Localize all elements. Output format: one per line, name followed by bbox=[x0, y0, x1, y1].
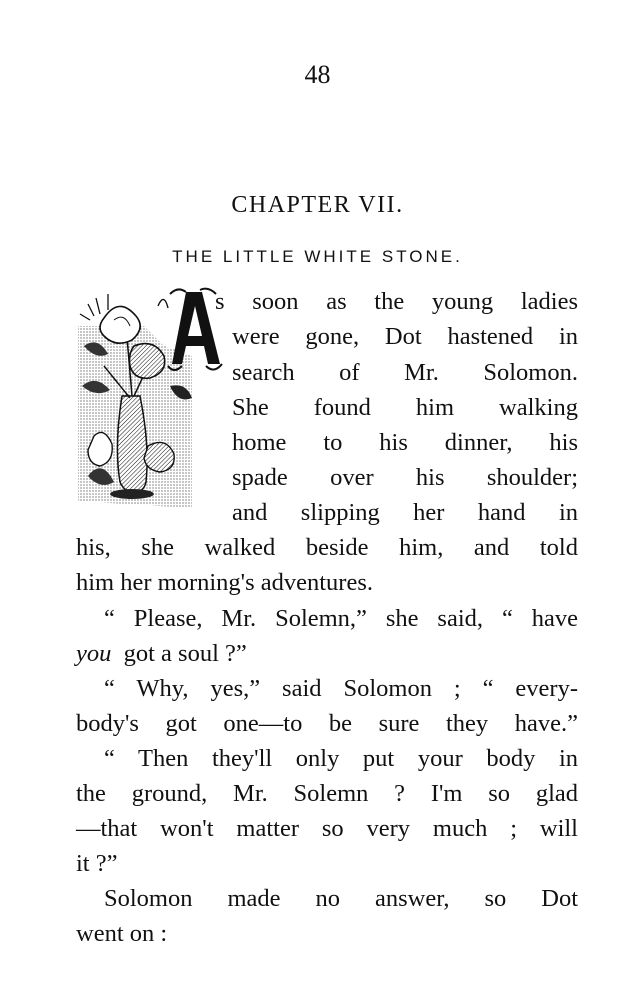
text-line: home to his dinner, his bbox=[232, 429, 578, 456]
text-line-with-italic bbox=[76, 642, 247, 667]
text-line: the ground, Mr. Solemn ? I'm so glad bbox=[76, 780, 578, 807]
text-fragment: got a soul ?” bbox=[123, 640, 247, 667]
svg-text:A: A bbox=[195, 344, 196, 345]
text-line: She found him walking bbox=[232, 394, 578, 421]
text-line: —that won't matter so very much ; will bbox=[76, 815, 578, 842]
italic-word: you bbox=[76, 640, 112, 667]
text-line: his, she walked beside him, and told bbox=[76, 534, 578, 561]
chapter-subtitle: THE LITTLE WHITE STONE. bbox=[172, 247, 463, 266]
drop-cap-illustration bbox=[74, 286, 226, 518]
text-line: spade over his shoulder; bbox=[232, 464, 578, 491]
text-line: “ Why, yes,” said Solomon ; “ every- bbox=[104, 675, 578, 702]
text-line: went on : bbox=[76, 920, 168, 947]
text-line: him her morning's adventures. bbox=[76, 569, 373, 596]
text-line: “ Please, Mr. Solemn,” she said, “ have bbox=[104, 605, 578, 632]
text-line: Solomon made no answer, so Dot bbox=[104, 885, 578, 912]
text-line: it ?” bbox=[76, 850, 118, 877]
page-number: 48 bbox=[304, 60, 331, 89]
text-line: “ Then they'll only put your body in bbox=[104, 745, 578, 772]
chapter-title: CHAPTER VII. bbox=[231, 192, 404, 218]
text-line: s soon as the young ladies bbox=[215, 288, 578, 315]
text-line: were gone, Dot hastened in bbox=[232, 323, 578, 350]
text-line: body's got one—to be sure they have.” bbox=[76, 710, 578, 737]
drop-cap-letter-a bbox=[168, 289, 222, 370]
text-line: search of Mr. Solomon. bbox=[232, 359, 578, 386]
text-line: and slipping her hand in bbox=[232, 499, 578, 526]
